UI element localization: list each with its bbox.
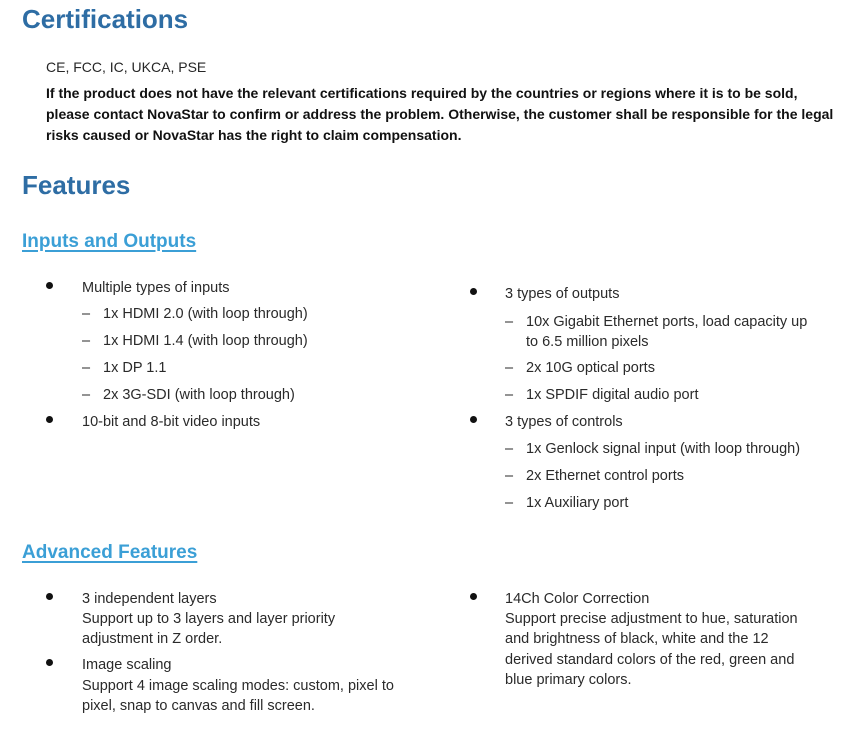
bullet-icon: [46, 416, 53, 423]
advanced-color-desc-line3: derived standard colors of the red, green and: [505, 652, 795, 668]
advanced-color-correction-title: 14Ch Color Correction: [505, 591, 650, 607]
io-video-inputs-item: 10-bit and 8-bit video inputs: [82, 414, 261, 430]
bullet-icon: [470, 416, 477, 423]
bullet-icon: [46, 593, 53, 600]
io-output-ethernet-line1: 10x Gigabit Ethernet ports, load capacity up: [526, 314, 808, 330]
advanced-layers-title: 3 independent layers: [82, 591, 217, 607]
dash-icon: –: [82, 360, 91, 376]
io-controls-item: 3 types of controls: [505, 414, 623, 430]
io-control-ethernet: 2x Ethernet control ports: [526, 468, 684, 484]
dash-icon: –: [505, 387, 514, 403]
dash-icon: –: [505, 441, 514, 457]
io-outputs-item: 3 types of outputs: [505, 286, 620, 302]
certifications-heading: Certifications: [22, 4, 189, 34]
dash-icon: –: [82, 387, 91, 403]
bullet-icon: [46, 282, 53, 289]
certification-notice: If the product does not have the relevant certifications required by the countries or regions where it is to be sold, please contact NovaStar to confirm or address the problem. Otherwise, the customer shall be responsible for the legal risks caused or NovaStar has the right to claim compensation.: [46, 85, 834, 143]
advanced-features-heading: Advanced Features: [22, 542, 198, 563]
dash-icon: –: [505, 468, 514, 484]
advanced-layers-desc-line1: Support up to 3 layers and layer priority: [82, 611, 336, 627]
advanced-layers-desc-line2: adjustment in Z order.: [82, 631, 223, 647]
certification-list: CE, FCC, IC, UKCA, PSE: [46, 59, 207, 75]
dash-icon: –: [505, 360, 514, 376]
bullet-icon: [46, 659, 53, 666]
advanced-color-desc-line2: and brightness of black, white and the 12: [505, 631, 769, 647]
io-input-sdi: 2x 3G-SDI (with loop through): [103, 387, 295, 403]
advanced-color-desc-line1: Support precise adjustment to hue, saturation: [505, 611, 798, 627]
dash-icon: –: [82, 306, 91, 322]
io-control-auxiliary: 1x Auxiliary port: [526, 495, 629, 511]
advanced-color-desc-line4: blue primary colors.: [505, 672, 632, 688]
advanced-scaling-desc-line2: pixel, snap to canvas and fill screen.: [82, 698, 315, 714]
bullet-icon: [470, 593, 477, 600]
dash-icon: –: [82, 333, 91, 349]
io-control-genlock: 1x Genlock signal input (with loop through): [526, 441, 801, 457]
advanced-scaling-desc-line1: Support 4 image scaling modes: custom, pixel to: [82, 678, 394, 694]
bullet-icon: [470, 288, 477, 295]
dash-icon: –: [505, 314, 514, 330]
advanced-scaling-title: Image scaling: [82, 657, 172, 673]
io-input-dp: 1x DP 1.1: [103, 360, 167, 376]
inputs-outputs-heading: Inputs and Outputs: [22, 231, 197, 252]
features-heading: Features: [22, 170, 131, 200]
io-output-optical: 2x 10G optical ports: [526, 360, 655, 376]
io-output-ethernet-line2: to 6.5 million pixels: [526, 334, 649, 350]
io-input-hdmi20: 1x HDMI 2.0 (with loop through): [103, 306, 308, 322]
io-inputs-item: Multiple types of inputs: [82, 280, 230, 296]
io-input-hdmi14: 1x HDMI 1.4 (with loop through): [103, 333, 308, 349]
io-output-spdif: 1x SPDIF digital audio port: [526, 387, 699, 403]
dash-icon: –: [505, 495, 514, 511]
